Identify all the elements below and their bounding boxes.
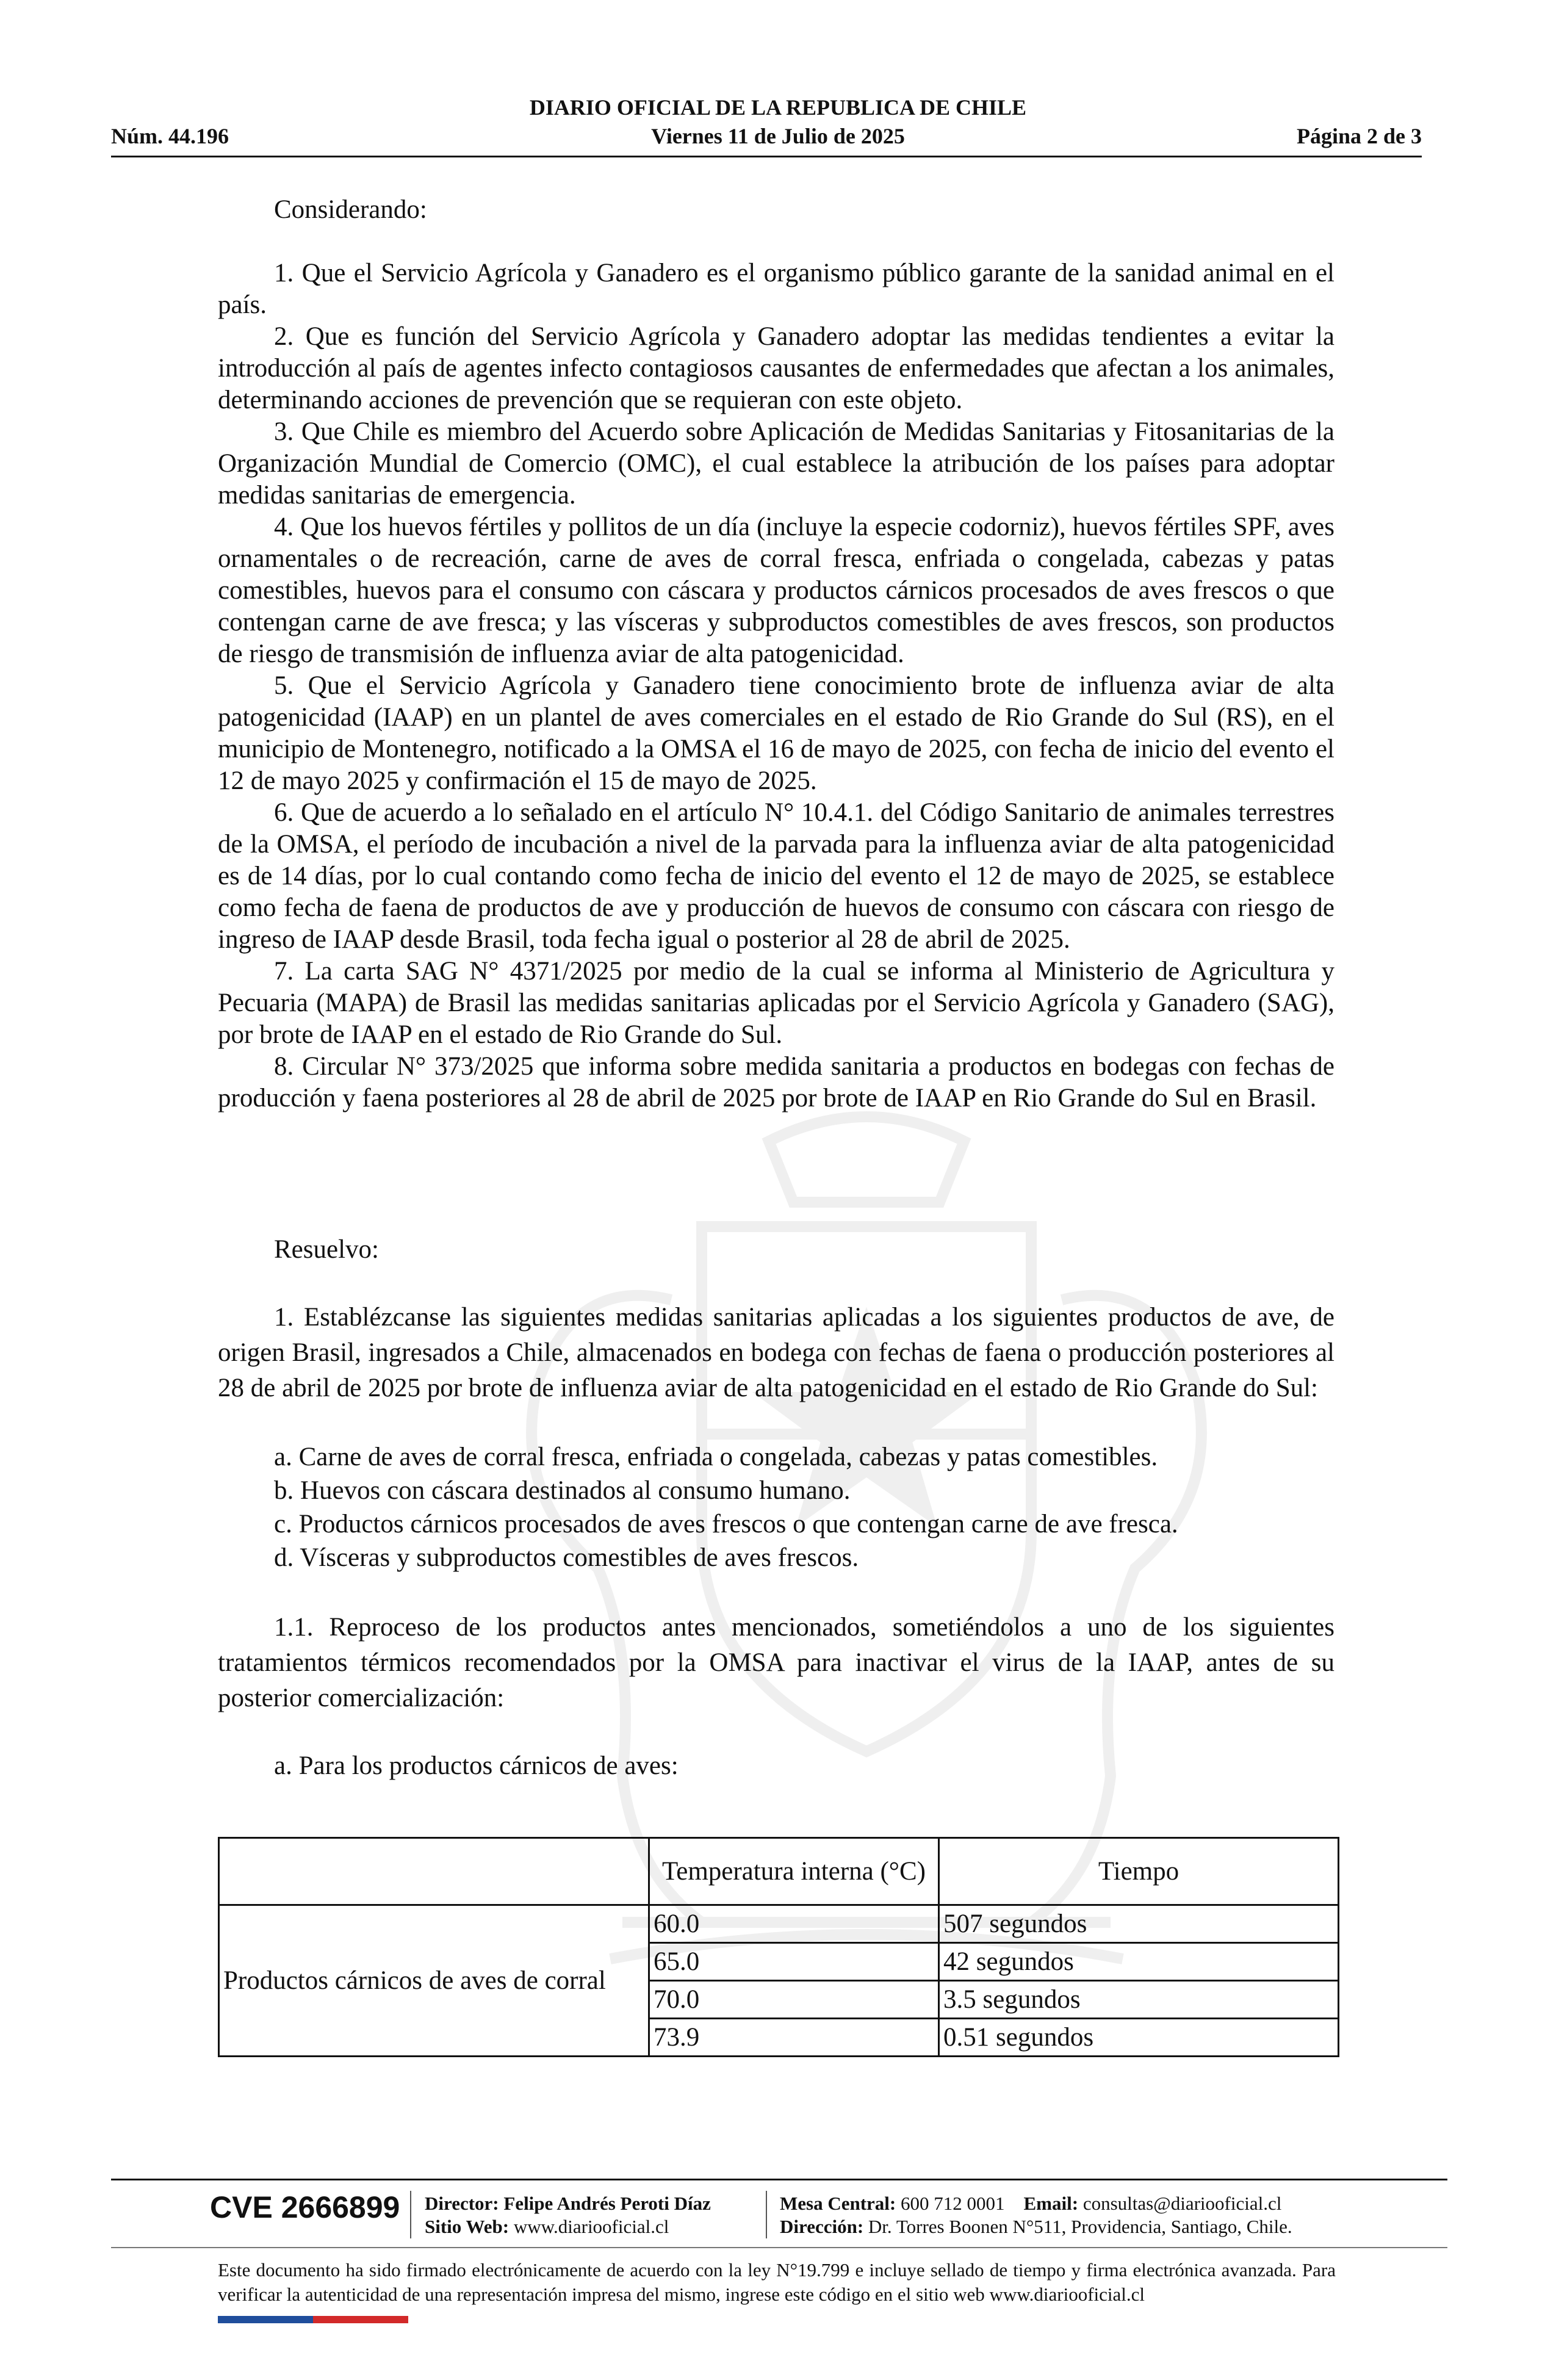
resuelvo-list-item: a. Carne de aves de corral fresca, enfriada o congelada, cabezas y patas comestibles. (274, 1443, 1158, 1471)
footer-divider-2 (111, 2247, 1447, 2248)
resuelvo-list-item: c. Productos cárnicos procesados de aves frescos o que contengan carne de ave fresca. (274, 1510, 1178, 1538)
email-link[interactable]: consultas@diariooficial.cl (1082, 2193, 1282, 2214)
mesa-label: Mesa Central: (780, 2193, 896, 2214)
table-cell-temp: 65.0 (649, 1943, 939, 1981)
flag-stripe-red (313, 2316, 408, 2323)
table-cell-time: 0.51 segundos (939, 2019, 1339, 2057)
sitio-label: Sitio Web: (425, 2216, 510, 2237)
newspaper-title: DIARIO OFICIAL DE LA REPUBLICA DE CHILE (529, 95, 1027, 120)
resuelvo-heading: Resuelvo: (274, 1235, 379, 1264)
table-row-label: Productos cárnicos de aves de corral (219, 1905, 649, 2057)
considerando-heading: Considerando: (274, 195, 427, 224)
heat-treatment-table (218, 1837, 1339, 2057)
resuelvo-paragraph-1: 1. Establézcanse las siguientes medidas sanitarias aplicadas a los siguientes productos de ave, de origen Brasil, ingresados a Chile, almacenados en bodega con fechas de faena o producción posteriores al 28 de abril de 2025 por brote de influenza aviar de alta patogenicidad en el estado de Rio Grande do Sul: (218, 1303, 1334, 1402)
resuelvo-subheading-a: a. Para los productos cárnicos de aves: (274, 1751, 679, 1780)
considerando-item: 5. Que el Servicio Agrícola y Ganadero tiene conocimiento brote de influenza aviar de alta patogenicidad (IAAP) en un plantel de aves comerciales en el estado de Rio Grande do Sul (RS), en el municipio de Montenegro, notificado a la OMSA el 16 de mayo de 2025, con fecha de inicio del evento el 12 de mayo 2025 y confirmación el 15 de mayo de 2025. (218, 671, 1334, 795)
considerando-item: 3. Que Chile es miembro del Acuerdo sobre Aplicación de Medidas Sanitarias y Fitosanitarias de la Organización Mundial de Comercio (OMC), el cual establece la atribución de los países para adoptar medidas sanitarias de emergencia. (218, 417, 1334, 510)
considerando-item: 1. Que el Servicio Agrícola y Ganadero es el organismo público garante de la sanidad animal en el país. (218, 259, 1334, 319)
considerando-section (218, 194, 1334, 1114)
footer-contact-block (780, 2192, 1292, 2238)
table-header-cell (219, 1838, 649, 1905)
director-name: Felipe Andrés Peroti Díaz (503, 2193, 711, 2214)
footer-separator (766, 2191, 767, 2238)
page-indicator: Página 2 de 3 (1296, 124, 1422, 148)
director-label: Director: (425, 2193, 499, 2214)
mesa-phone: 600 712 0001 (901, 2193, 1005, 2214)
direccion-value: Dr. Torres Boonen N°511, Providencia, Santiago, Chile. (868, 2216, 1292, 2237)
issue-date: Viernes 11 de Julio de 2025 (651, 124, 905, 148)
table-cell-time: 507 segundos (939, 1905, 1339, 1943)
table-header-row (219, 1838, 1339, 1905)
email-label: Email: (1023, 2193, 1079, 2214)
table-header-cell: Tiempo (939, 1838, 1339, 1905)
footer-divider (111, 2179, 1447, 2180)
footer-separator (410, 2191, 411, 2238)
cve-code: CVE 2666899 (210, 2190, 400, 2224)
resuelvo-list-item: d. Vísceras y subproductos comestibles de aves frescos. (274, 1543, 859, 1572)
table-cell-temp: 60.0 (649, 1905, 939, 1943)
considerando-item: 8. Circular N° 373/2025 que informa sobre medida sanitaria a productos en bodegas con fechas de producción y faena posteriores al 28 de abril de 2025 por brote de IAAP en Rio Grande do Sul en Brasil. (218, 1052, 1334, 1112)
table-cell-temp: 73.9 (649, 2019, 939, 2057)
resuelvo-section (218, 1234, 1334, 1782)
considerando-item: 4. Que los huevos fértiles y pollitos de un día (incluye la especie codorniz), huevos fértiles SPF, aves ornamentales o de recreación, carne de aves de corral fresca, enfriada o congelada, cabezas y patas comestibles, huevos para el consumo con cáscara y productos cárnicos procesados de aves frescos o que contengan carne de ave fresca; y las vísceras y subproductos comestibles de aves frescos, son productos de riesgo de transmisión de influenza aviar de alta patogenicidad. (218, 513, 1334, 668)
considerando-item: 2. Que es función del Servicio Agrícola y Ganadero adoptar las medidas tendientes a evitar la introducción al país de agentes infecto contagiosos causantes de enfermedades que afectan a los animales, determinando acciones de prevención que se requieran con este objeto. (218, 322, 1334, 414)
legal-notice: Este documento ha sido firmado electrónicamente de acuerdo con la ley N°19.799 e incluye sellado de tiempo y firma electrónica avanzada. Para verificar la autenticidad de una representación impresa del mismo, ingrese este código en el sitio web www.diariooficial.cl (218, 2259, 1336, 2305)
table-header-cell: Temperatura interna (°C) (649, 1838, 939, 1905)
table-row (219, 1905, 1339, 1943)
sitio-web-link[interactable]: www.diariooficial.cl (513, 2216, 669, 2237)
table-cell-time: 3.5 segundos (939, 1981, 1339, 2019)
direccion-label: Dirección: (780, 2216, 864, 2237)
resuelvo-paragraph-1-1: 1.1. Reproceso de los productos antes mencionados, sometiéndolos a uno de los siguientes tratamientos térmicos recomendados por la OMSA para inactivar el virus de la IAAP, antes de su posterior comercialización: (218, 1613, 1334, 1712)
issue-number: Núm. 44.196 (111, 124, 229, 148)
footer-director-block (425, 2192, 711, 2238)
table-cell-time: 42 segundos (939, 1943, 1339, 1981)
considerando-item: 6. Que de acuerdo a lo señalado en el artículo N° 10.4.1. del Código Sanitario de animales terrestres de la OMSA, el período de incubación a nivel de la parvada para la influenza aviar de alta patogenicidad es de 14 días, por lo cual contando como fecha de inicio del evento el 12 de mayo de 2025, se establece como fecha de faena de productos de ave y producción de huevos de consumo con cáscara con riesgo de ingreso de IAAP desde Brasil, toda fecha igual o posterior al 28 de abril de 2025. (218, 798, 1334, 954)
table-cell-temp: 70.0 (649, 1981, 939, 2019)
header-divider (111, 156, 1422, 157)
resuelvo-list-item: b. Huevos con cáscara destinados al consumo humano. (274, 1476, 851, 1505)
considerando-item: 7. La carta SAG N° 4371/2025 por medio de la cual se informa al Ministerio de Agricultura y Pecuaria (MAPA) de Brasil las medidas sanitarias aplicadas por el Servicio Agrícola y Ganadero (SAG), por brote de IAAP en el estado de Rio Grande do Sul. (218, 957, 1334, 1049)
flag-stripe-blue (218, 2316, 313, 2323)
